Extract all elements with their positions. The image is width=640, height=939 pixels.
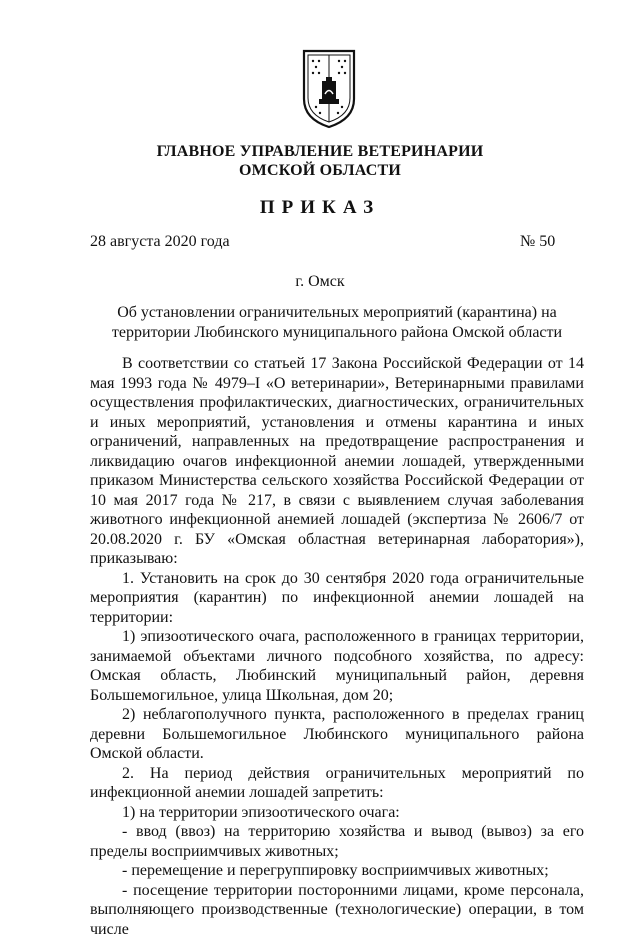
document-subject: Об установлении ограничительных мероприятий (карантина) на территории Любинского муниципального района Омской области [90, 303, 584, 343]
paragraph: В соответствии со статьей 17 Закона Российской Федерации от 14 мая 1993 года № 4979–I «О ветеринарии», Ветеринарными правилами осуществления профилактических, диагностических, ограничительных и иных мероприятий, установления и отмены карантина и иных ограничений, направленных на предотвращение распространения и ликвидацию очагов инфекционной анемии лошадей, утвержденными приказом Министерства сельского хозяйства Российской Федерации от 10 мая 2017 года № 217, в связи с выявлением случая заболевания животного инфекционной анемией лошадей (экспертиза № 2606/7 от 20.08.2020 г. БУ «Омская областная ветеринарная лаборатория»), приказываю: [90, 354, 584, 569]
org-line-1: ГЛАВНОЕ УПРАВЛЕНИЕ ВЕТЕРИНАРИИ [0, 142, 640, 161]
paragraph: 1) эпизоотического очага, расположенного в границах территории, занимаемой объектами личного подсобного хозяйства, по адресу: Омская область, Любинский муниципальный район, деревня Большемогильное, улица Школьная, дом 20; [90, 627, 584, 705]
document-body [90, 354, 584, 939]
paragraph: - посещение территории посторонними лицами, кроме персонала, выполняющего производственные (технологические) операции, в том числе [90, 881, 584, 939]
paragraph: - перемещение и перегруппировку восприимчивых животных; [90, 861, 584, 881]
organization-name [0, 142, 640, 180]
paragraph: 1) на территории эпизоотического очага: [90, 803, 584, 823]
coat-of-arms-emblem [300, 47, 358, 129]
paragraph: 2. На период действия ограничительных мероприятий по инфекционной анемии лошадей запретить: [90, 764, 584, 803]
document-type-title: ПРИКАЗ [0, 197, 640, 219]
paragraph: - ввод (ввоз) на территорию хозяйства и вывод (вывоз) за его пределы восприимчивых животных; [90, 822, 584, 861]
document-number: № 50 [520, 233, 555, 251]
org-line-2: ОМСКОЙ ОБЛАСТИ [0, 161, 640, 180]
paragraph: 2) неблагополучного пункта, расположенного в пределах границ деревни Большемогильное Любинского муниципального района Омской области. [90, 705, 584, 764]
paragraph: 1. Установить на срок до 30 сентября 2020 года ограничительные мероприятия (карантин) по инфекционной анемии лошадей на территории: [90, 569, 584, 628]
document-city: г. Омск [0, 273, 640, 291]
document-date: 28 августа 2020 года [90, 233, 230, 251]
